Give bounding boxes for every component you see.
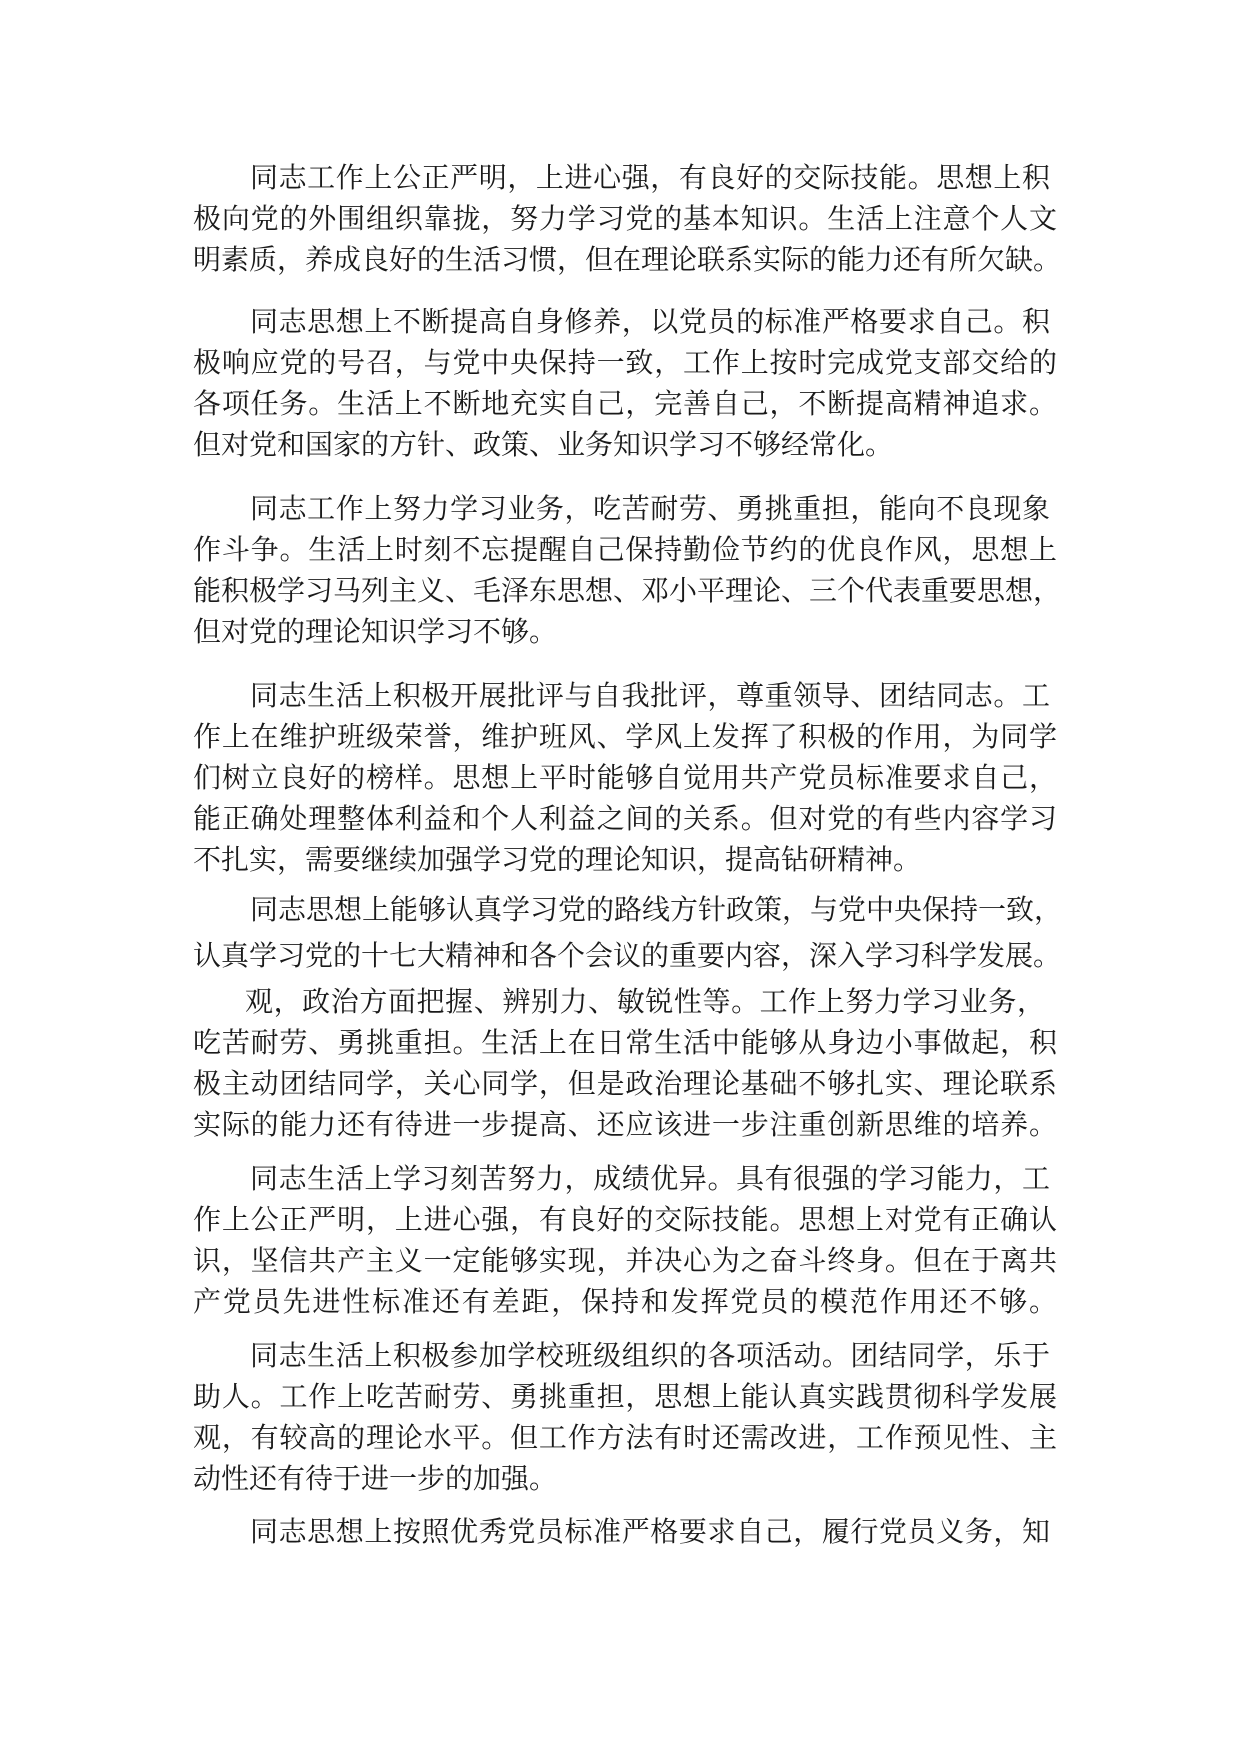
text-line: 作上在维护班级荣誉，维护班风、学风上发挥了积极的作用，为同学 bbox=[193, 720, 1057, 753]
text-line: 极向党的外围组织靠拢，努力学习党的基本知识。生活上注意个人文 bbox=[193, 202, 1057, 235]
text-line: 识，坚信共产主义一定能够实现，并决心为之奋斗终身。但在于离共 bbox=[193, 1244, 1057, 1277]
text-line: 助人。工作上吃苦耐劳、勇挑重担，思想上能认真实践贯彻科学发展 bbox=[193, 1380, 1057, 1413]
text-line: 作上公正严明，上进心强，有良好的交际技能。思想上对党有正确认 bbox=[193, 1203, 1057, 1236]
text-line: 同志生活上积极开展批评与自我批评，尊重领导、团结同志。工 bbox=[250, 679, 1050, 712]
text-line: 认真学习党的十七大精神和各个会议的重要内容，深入学习科学发展。 bbox=[193, 939, 1062, 972]
text-line: 能正确处理整体利益和个人利益之间的关系。但对党的有些内容学习 bbox=[193, 802, 1057, 835]
text-line: 吃苦耐劳、勇挑重担。生活上在日常生活中能够从身边小事做起，积 bbox=[193, 1026, 1057, 1059]
text-line: 同志工作上公正严明，上进心强，有良好的交际技能。思想上积 bbox=[250, 161, 1050, 194]
text-line: 观，政治方面把握、辨别力、敏锐性等。工作上努力学习业务， bbox=[245, 985, 1045, 1018]
text-line: 明素质，养成良好的生活习惯，但在理论联系实际的能力还有所欠缺。 bbox=[193, 243, 1062, 276]
text-line: 作斗争。生活上时刻不忘提醒自己保持勤俭节约的优良作风，思想上 bbox=[193, 533, 1057, 566]
text-line: 但对党和国家的方针、政策、业务知识学习不够经常化。 bbox=[193, 428, 894, 461]
text-line: 极响应党的号召，与党中央保持一致，工作上按时完成党支部交给的 bbox=[193, 346, 1057, 379]
text-line: 同志生活上学习刻苦努力，成绩优异。具有很强的学习能力，工 bbox=[250, 1162, 1050, 1195]
text-line: 同志思想上能够认真学习党的路线方针政策，与党中央保持一致， bbox=[250, 893, 1063, 926]
text-line: 同志工作上努力学习业务，吃苦耐劳、勇挑重担，能向不良现象 bbox=[250, 492, 1050, 525]
text-line: 不扎实，需要继续加强学习党的理论知识，提高钻研精神。 bbox=[193, 843, 922, 876]
text-line: 实际的能力还有待进一步提高、还应该进一步注重创新思维的培养。 bbox=[193, 1108, 1057, 1141]
text-line: 同志生活上积极参加学校班级组织的各项活动。团结同学，乐于 bbox=[250, 1339, 1050, 1372]
text-line: 同志思想上不断提高自身修养，以党员的标准严格要求自己。积 bbox=[250, 305, 1050, 338]
text-line: 能积极学习马列主义、毛泽东思想、邓小平理论、三个代表重要思想， bbox=[193, 574, 1062, 607]
text-line: 观，有较高的理论水平。但工作方法有时还需改进，工作预见性、主 bbox=[193, 1421, 1057, 1454]
text-line: 但对党的理论知识学习不够。 bbox=[193, 615, 558, 648]
text-line: 产党员先进性标准还有差距，保持和发挥党员的模范作用还不够。 bbox=[193, 1285, 1057, 1318]
text-line: 同志思想上按照优秀党员标准严格要求自己，履行党员义务，知 bbox=[250, 1515, 1050, 1548]
text-line: 极主动团结同学，关心同学，但是政治理论基础不够扎实、理论联系 bbox=[193, 1067, 1057, 1100]
text-line: 动性还有待于进一步的加强。 bbox=[193, 1462, 558, 1495]
text-line: 各项任务。生活上不断地充实自己，完善自己，不断提高精神追求。 bbox=[193, 387, 1057, 420]
text-line: 们树立良好的榜样。思想上平时能够自觉用共产党员标准要求自己， bbox=[193, 761, 1057, 794]
